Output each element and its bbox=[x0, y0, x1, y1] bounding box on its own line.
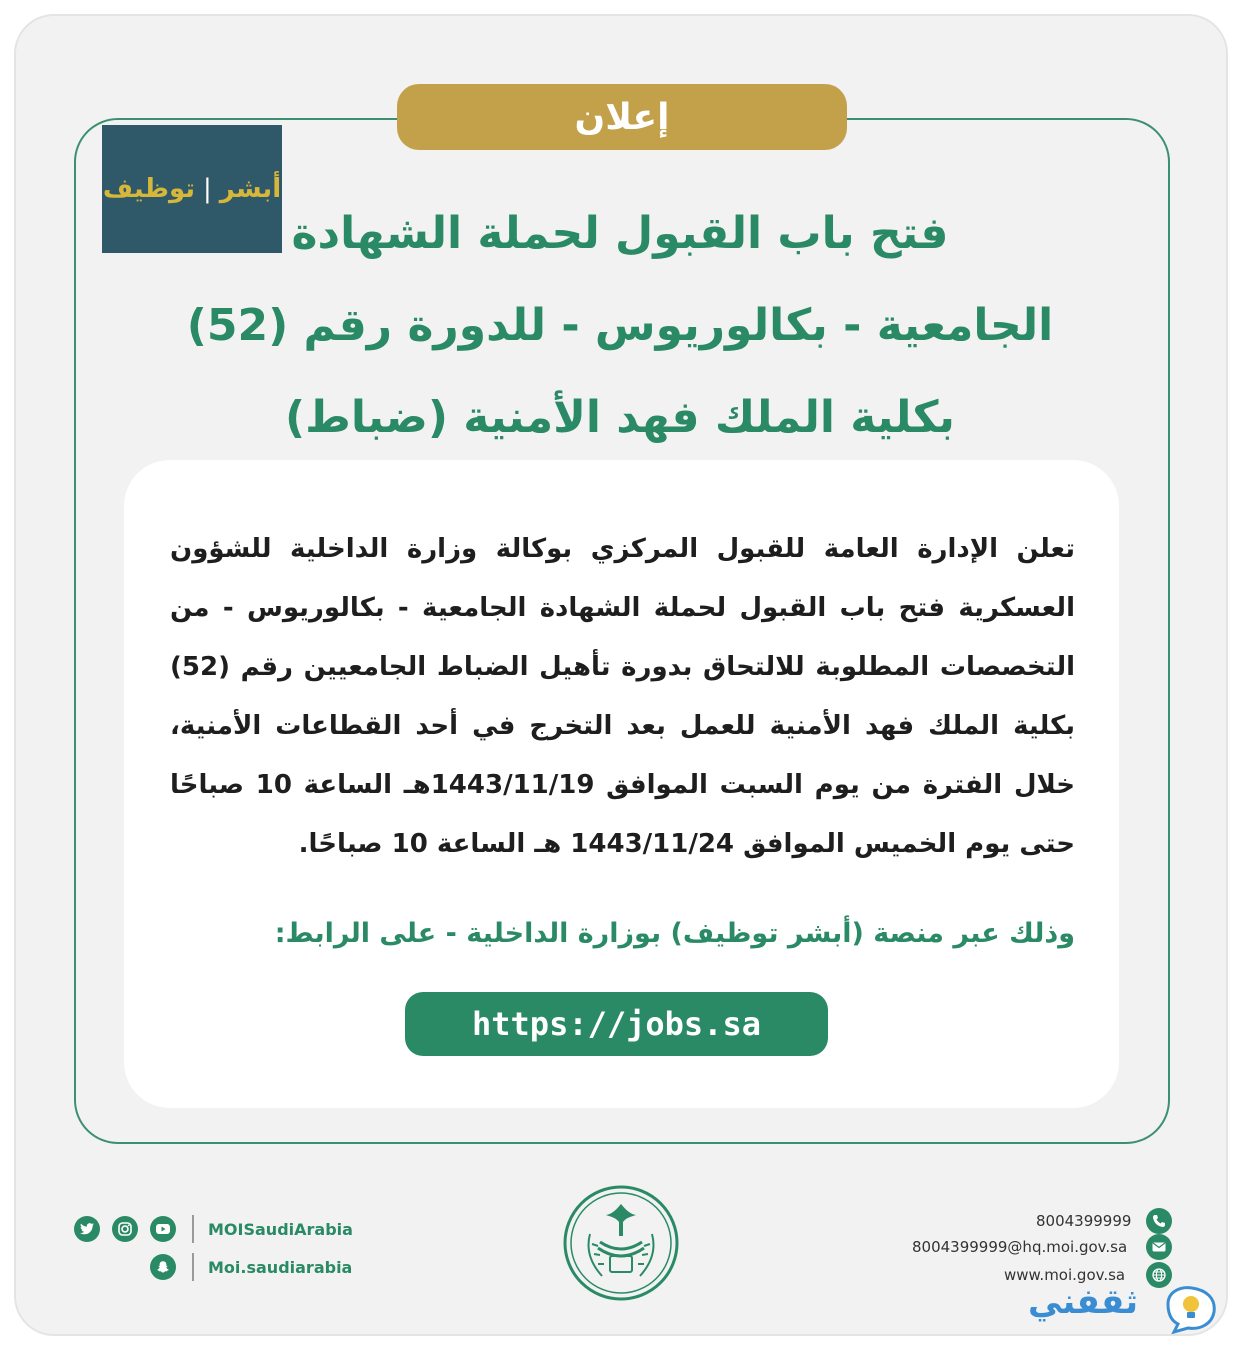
title-line-1: فتح باب القبول لحملة الشهادة bbox=[291, 208, 949, 259]
email-icon bbox=[1146, 1234, 1172, 1260]
phone-icon bbox=[1146, 1208, 1172, 1234]
website-url[interactable]: www.moi.gov.sa bbox=[1004, 1266, 1126, 1284]
page-title bbox=[160, 188, 1080, 464]
footer-divider bbox=[192, 1253, 194, 1281]
phone-number[interactable]: 8004399999 bbox=[1036, 1212, 1132, 1230]
footer-divider bbox=[192, 1215, 194, 1243]
social-handle[interactable]: MOISaudiArabia bbox=[208, 1220, 353, 1239]
title-line-3: بكلية الملك فهد الأمنية (ضباط) bbox=[285, 392, 955, 443]
platform-note: وذلك عبر منصة (أبشر توظيف) بوزارة الداخلية - على الرابط: bbox=[274, 918, 1075, 949]
ministry-emblem-icon bbox=[562, 1184, 680, 1302]
twitter-icon[interactable] bbox=[74, 1216, 100, 1242]
instagram-icon[interactable] bbox=[112, 1216, 138, 1242]
title-line-2: الجامعية - بكالوريوس - للدورة رقم (52) bbox=[186, 300, 1054, 351]
jobs-link-button[interactable]: https://jobs.sa bbox=[405, 992, 828, 1056]
snapchat-icon[interactable] bbox=[150, 1254, 176, 1280]
youtube-icon[interactable] bbox=[150, 1216, 176, 1242]
snapchat-handle[interactable]: Moi.saudiarabia bbox=[208, 1258, 353, 1277]
logo-part-absher: أبشر bbox=[219, 174, 282, 204]
email-address[interactable]: 8004399999@hq.moi.gov.sa bbox=[912, 1238, 1128, 1256]
logo-separator: | bbox=[203, 174, 212, 204]
announcement-tag: إعلان bbox=[397, 84, 847, 150]
site-watermark: ثقفني bbox=[1028, 1282, 1138, 1322]
lightbulb-icon bbox=[1160, 1282, 1222, 1334]
logo-part-tawzeef: توظيف bbox=[102, 174, 196, 204]
announcement-body: تعلن الإدارة العامة للقبول المركزي بوكالة وزارة الداخلية للشؤون العسكرية فتح باب القبول لحملة الشهادة الجامعية - بكالوريوس - من التخصصات المطلوبة للالتحاق بدورة تأهيل الضباط الجامعيين رقم (52) بكلية الملك فهد الأمنية للعمل بعد التخرج في أحد القطاعات الأمنية، خلال الفترة من يوم السبت الموافق 1443/11/19هـ الساعة 10 صباحًا حتى يوم الخميس الموافق 1443/11/24 هـ الساعة 10 صباحًا. bbox=[170, 534, 1075, 859]
